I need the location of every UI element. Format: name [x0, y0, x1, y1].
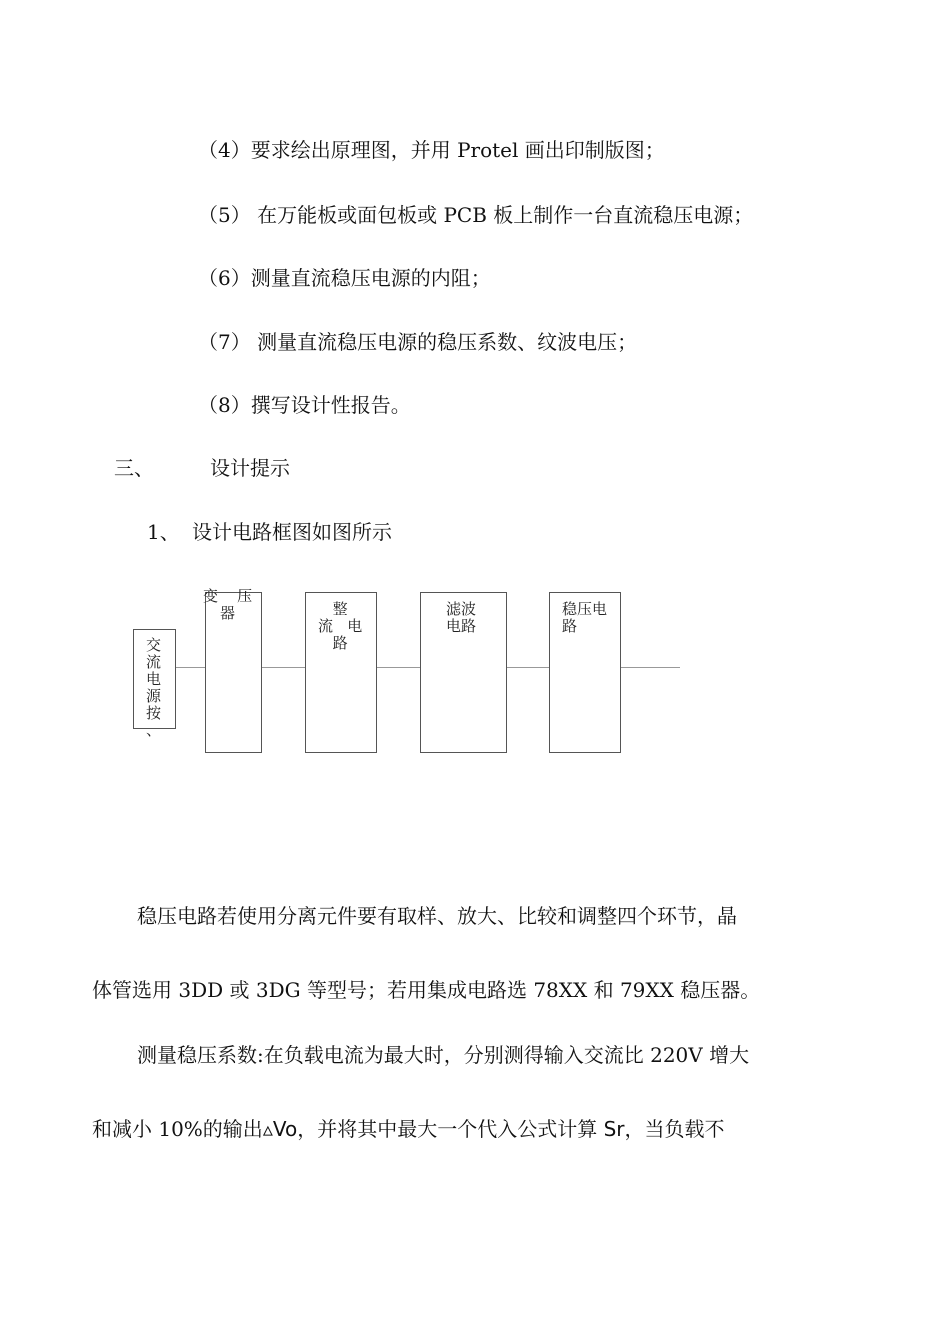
connector-line [507, 667, 549, 668]
section-title: 设计提示 [210, 456, 290, 480]
requirement-item-6 [198, 266, 491, 290]
paragraph-text: ，当负载不 [624, 1117, 725, 1141]
paragraph-text: ，并将其中最大一个代入公式计算 [297, 1117, 604, 1141]
requirement-number: （4） [198, 138, 251, 162]
requirement-item-4 [198, 138, 665, 162]
paragraph-line: 稳压电路若使用分离元件要有取样、放大、比较和调整四个环节，晶 [137, 904, 737, 928]
connector-line [621, 667, 680, 668]
requirement-item-5 [198, 203, 753, 227]
requirement-item-8 [198, 393, 411, 417]
paragraph-line [92, 1117, 725, 1141]
requirement-text: 在万能板或面包板或 PCB 板上制作一台直流稳压电源； [250, 203, 754, 227]
requirement-number: （8） [198, 393, 251, 417]
requirement-text: 测量直流稳压电源的内阻； [250, 266, 491, 290]
requirement-text: 要求绘出原理图，并用 Protel 画出印制版图； [250, 138, 665, 162]
requirement-item-7 [198, 330, 637, 354]
connector-line [377, 667, 420, 668]
requirement-number: （6） [198, 266, 251, 290]
rectifier-label: 整 流 电 路 [318, 600, 363, 652]
subsection-number: 1、 [147, 520, 180, 544]
paragraph-line: 测量稳压系数:在负载电流为最大时，分别测得输入交流比 220V 增大 [137, 1043, 750, 1067]
delta-vo-symbol: ▵Vo [262, 1117, 298, 1141]
filter-label: 滤波 电路 [446, 600, 477, 635]
requirement-number: （7） [198, 330, 251, 354]
connector-line [176, 667, 205, 668]
requirement-number: （5） [198, 203, 251, 227]
subsection-title: 设计电路框图如图所示 [192, 520, 392, 544]
connector-line [262, 667, 305, 668]
requirement-text: 测量直流稳压电源的稳压系数、纹波电压； [250, 330, 638, 354]
requirement-text: 撰写设计性报告。 [250, 393, 411, 417]
regulator-label: 稳压电 路 [562, 600, 608, 635]
sr-symbol: Sr [603, 1117, 625, 1141]
ac-source-label: 交 流 电 源 按 、 [146, 636, 162, 739]
transformer-label: 变 压 器 [203, 587, 253, 622]
paragraph-text: 和减小 10%的输出 [92, 1117, 263, 1141]
section-number: 三、 [114, 456, 154, 480]
paragraph-line: 体管选用 3DD 或 3DG 等型号；若用集成电路选 78XX 和 79XX 稳压器。 [92, 978, 761, 1002]
